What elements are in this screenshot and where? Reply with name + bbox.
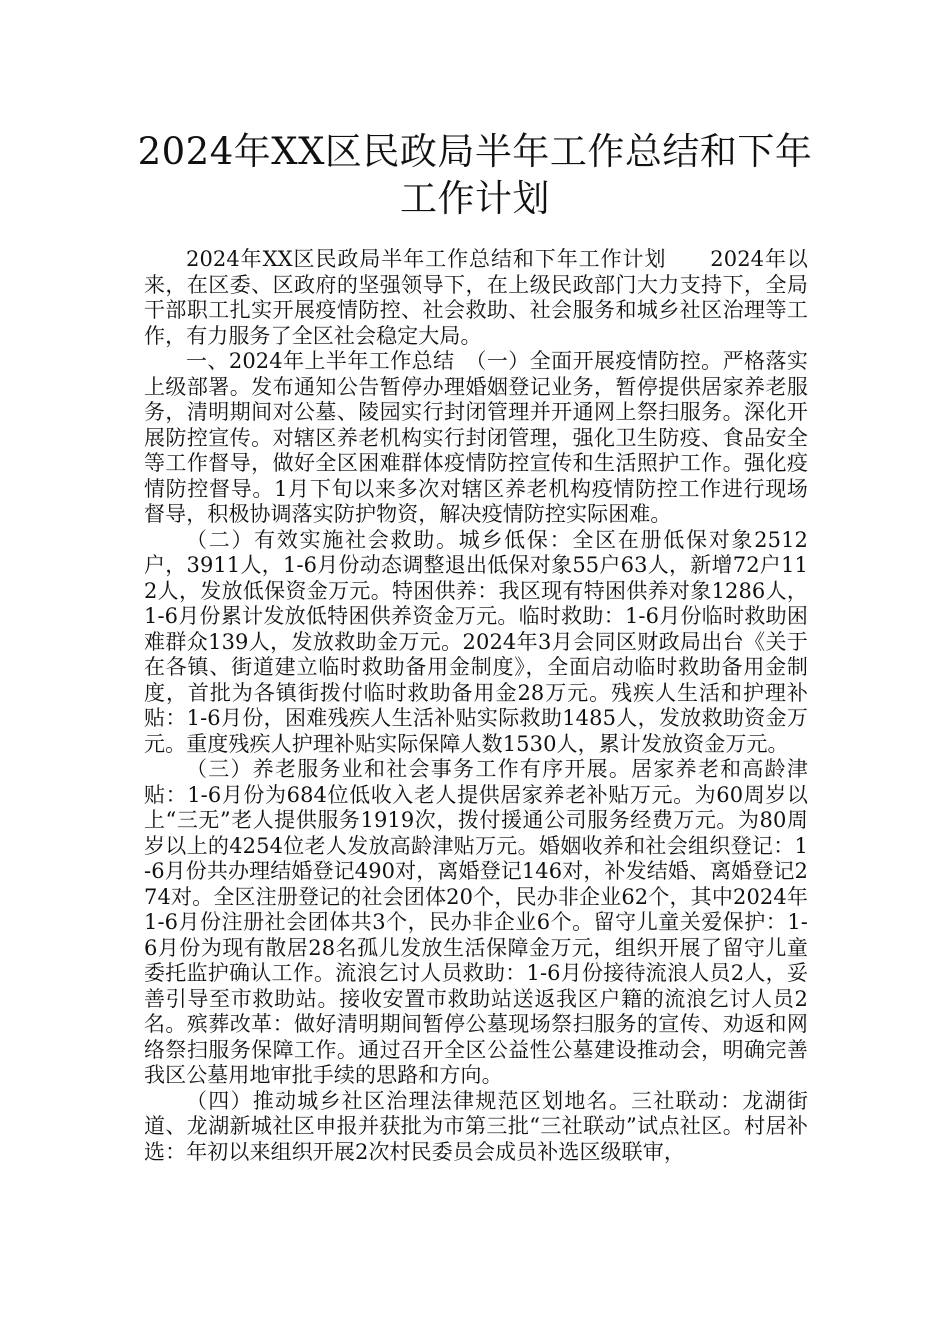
paragraph-community-governance: （四）推动城乡社区治理法律规范区划地名。三社联动：龙湖街道、龙湖新城社区申报并获批为市第三批“三社联动”试点社区。村居补选：年初以来组织开展2次村民委员会成员补选区级联审， (144, 1088, 808, 1164)
paragraph-elderly-services: （三）养老服务业和社会事务工作有序开展。居家养老和高龄津贴：1-6月份为684位低收入老人提供居家养老补贴万元。为60周岁以上“三无”老人提供服务1919次，拨付援通公司服务经费万元。为80周岁以上的4254位老人发放高龄津贴万元。婚姻收养和社会组织登记：1-6月份共办理结婚登记490对，离婚登记146对，补发结婚、离婚登记274对。全区注册登记的社会团体20个，民办非企业62个，其中2024年1-6月份注册社会团体共3个，民办非企业6个。留守儿童关爱保护：1-6月份为现有散居28名孤儿发放生活保障金万元，组织开展了留守儿童委托监护确认工作。流浪乞讨人员救助：1-6月份接待流浪人员2人，妥善引导至市救助站。接收安置市救助站送返我区户籍的流浪乞讨人员2名。殡葬改革：做好清明期间暂停公墓现场祭扫服务的宣传、劝返和网络祭扫服务保障工作。通过召开全区公益性公墓建设推动会，明确完善我区公墓用地审批手续的思路和方向。 (144, 757, 808, 1087)
paragraph-epidemic-prevention: 一、2024年上半年工作总结 （一）全面开展疫情防控。严格落实上级部署。发布通知公告暂停办理婚姻登记业务，暂停提供居家养老服务，清明期间对公墓、陵园实行封闭管理并开通网上祭扫服务。深化开展防控宣传。对辖区养老机构实行封闭管理，强化卫生防疫、食品安全等工作督导，做好全区困难群体疫情防控宣传和生活照护工作。强化疫情防控督导。1月下旬以来多次对辖区养老机构疫情防控工作进行现场督导，积极协调落实防护物资，解决疫情防控实际困难。 (144, 349, 808, 526)
paragraph-intro: 2024年XX区民政局半年工作总结和下年工作计划 2024年以来，在区委、区政府的坚强领导下，在上级民政部门大力支持下，全局干部职工扎实开展疫情防控、社会救助、社会服务和城乡社区治理等工作，有力服务了全区社会稳定大局。 (144, 247, 808, 348)
document-body (144, 247, 808, 1165)
paragraph-social-assistance: （二）有效实施社会救助。城乡低保：全区在册低保对象2512户，3911人，1-6月份动态调整退出低保对象55户63人，新增72户112人，发放低保资金万元。特困供养：我区现有特困供养对象1286人，1-6月份累计发放低特困供养资金万元。临时救助：1-6月份临时救助困难群众139人，发放救助金万元。2024年3月会同区财政局出台《关于在各镇、街道建立临时救助备用金制度》，全面启动临时救助备用金制度，首批为各镇街拨付临时救助备用金28万元。残疾人生活和护理补贴：1-6月份，困难残疾人生活补贴实际救助1485人，发放救助资金万元。重度残疾人护理补贴实际保障人数1530人，累计发放资金万元。 (144, 527, 808, 756)
document-title: 2024年XX区民政局半年工作总结和下年工作计划 (137, 130, 813, 220)
